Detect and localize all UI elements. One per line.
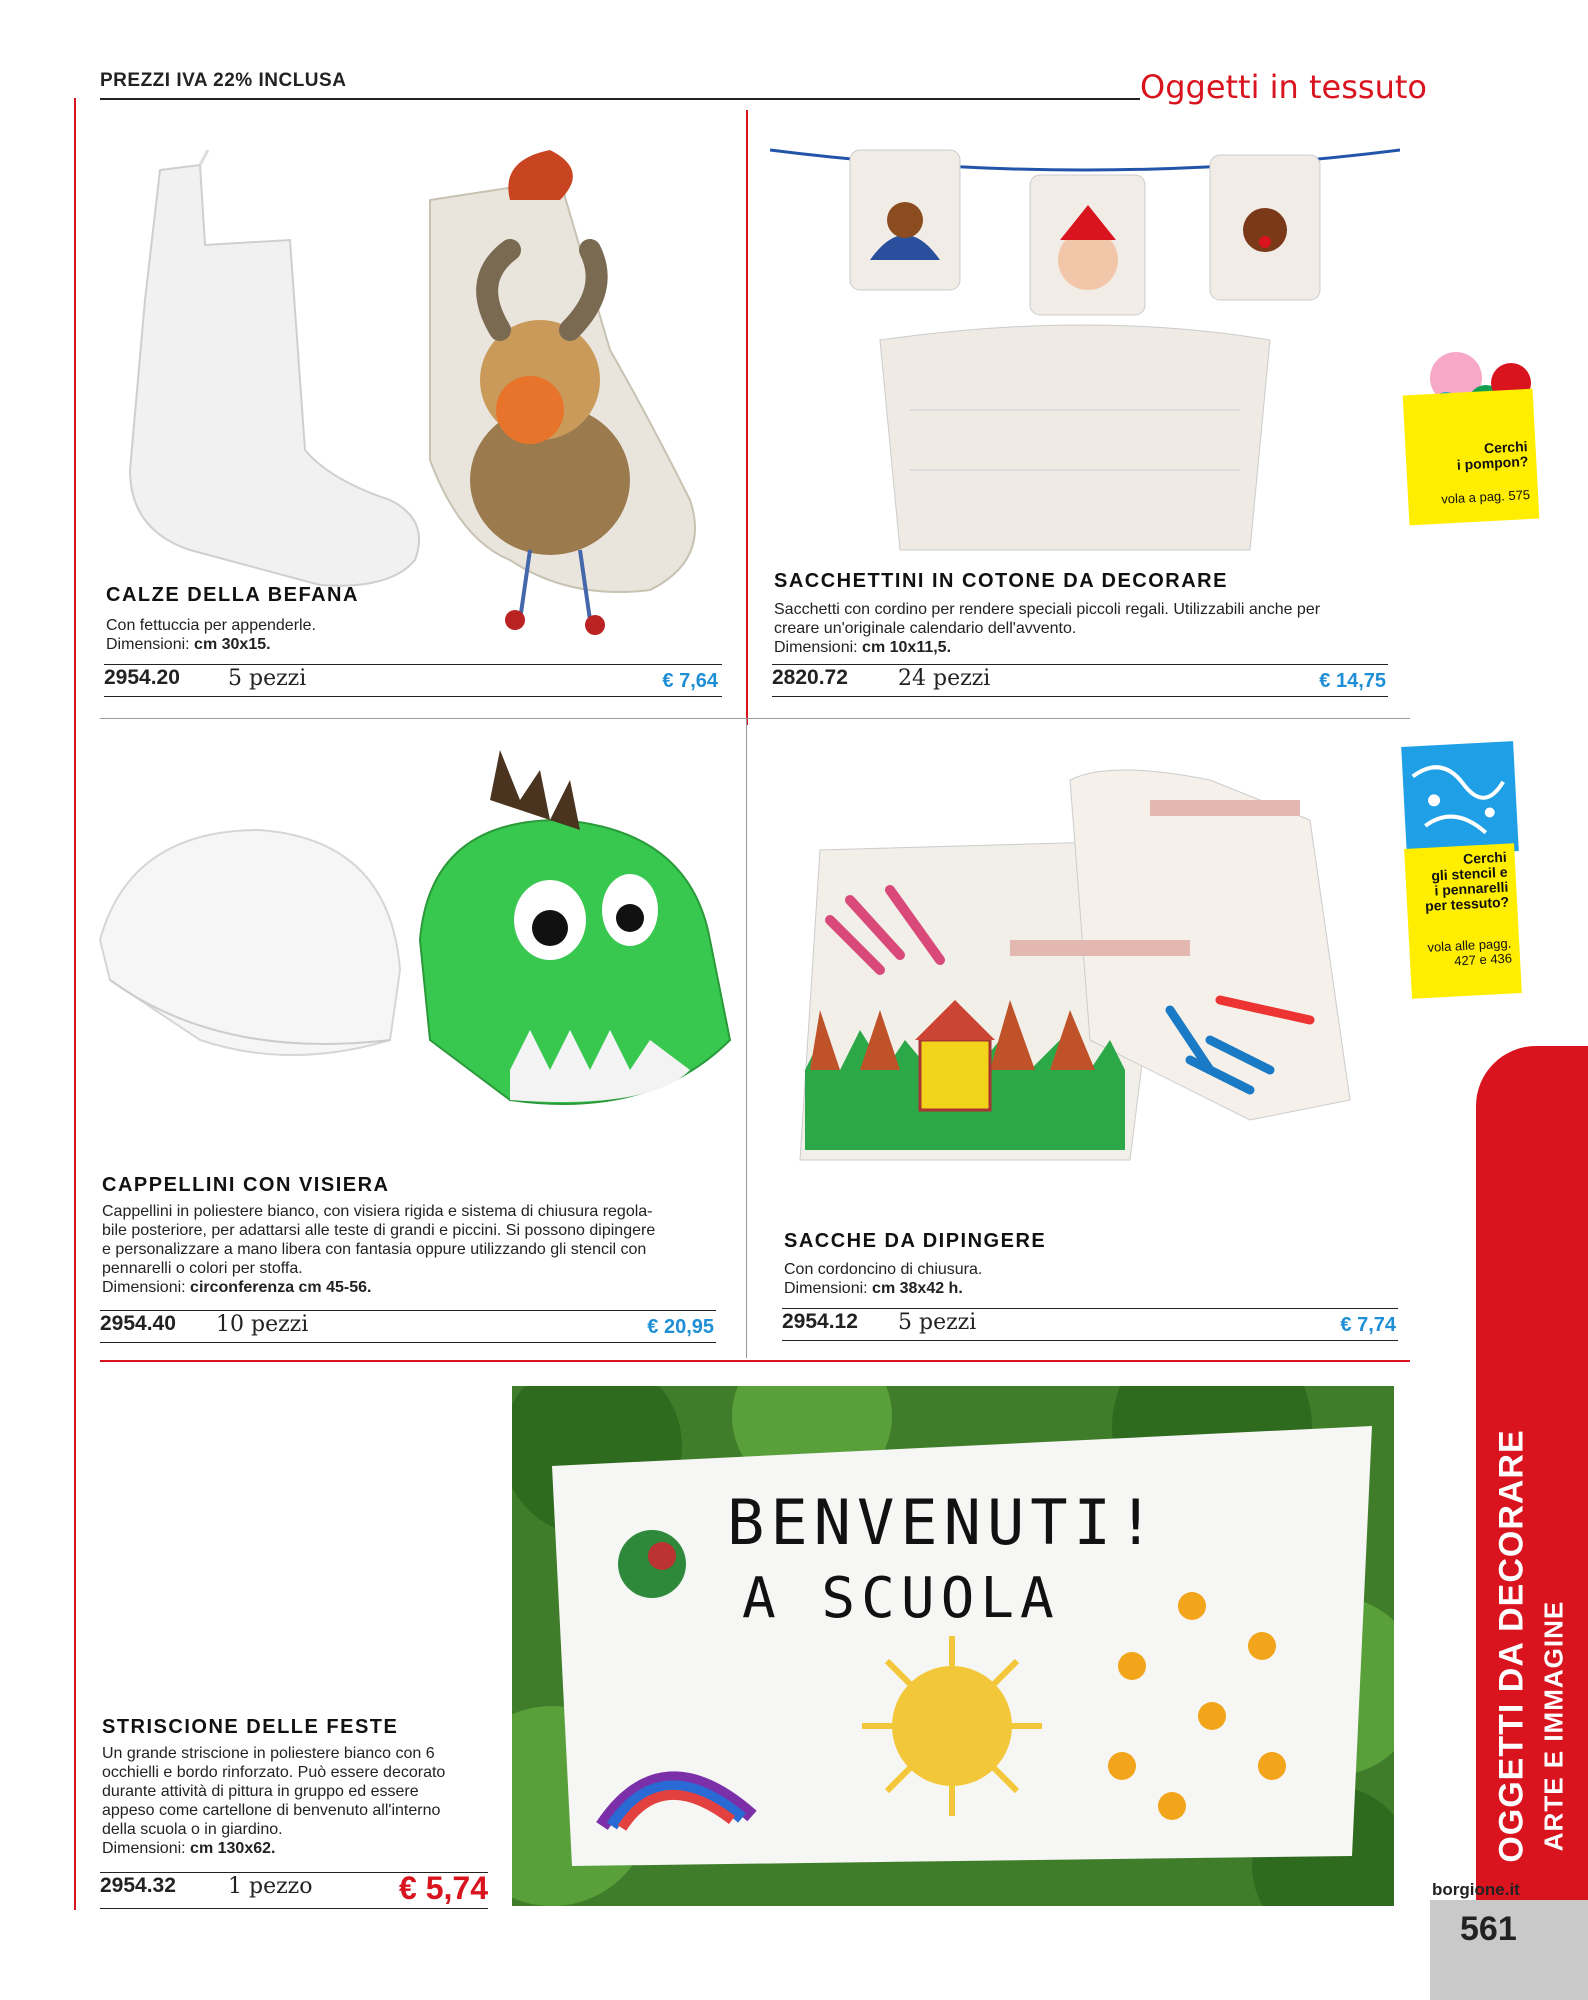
product-price: € 7,74	[1340, 1314, 1396, 1336]
center-gray-divider	[746, 718, 747, 1358]
sticky-note-stencil[interactable]	[1404, 843, 1522, 999]
product-description: Cappellini in poliestere bianco, con visiera rigida e sistema di chiusura regola- bile posteriore, per adattarsi alle teste di grandi e piccini. Si possono dipingere e personalizzare a mano libera con fantasia oppure utilizzando gli stencil con pennarelli o colori per stoffa. Dimensioni: circonferenza cm 45-56.	[102, 1203, 656, 1296]
banner-photo	[512, 1386, 1394, 1906]
sticky-line: Cerchi	[1483, 438, 1528, 457]
sticky-ref: 427 e 436	[1453, 950, 1513, 969]
product-title: STRISCIONE DELLE FESTE	[102, 1716, 399, 1738]
price-rule-bottom	[100, 1908, 488, 1909]
row-gray-divider	[100, 718, 1410, 719]
product-code: 2954.12	[782, 1310, 858, 1333]
product-description: Con cordoncino di chiusura. Dimensioni: cm 38x42 h.	[784, 1261, 983, 1297]
sticky-line: per tessuto?	[1424, 893, 1510, 914]
section-tab-secondary-label: ARTE E IMMAGINE	[1538, 1600, 1569, 1852]
product-price: € 5,74	[399, 1870, 488, 1906]
price-rule-bottom	[100, 1342, 716, 1343]
product-quantity: 1 pezzo	[228, 1874, 313, 1899]
product-title: CALZE DELLA BEFANA	[106, 584, 359, 606]
product-code: 2954.40	[100, 1312, 176, 1335]
product-quantity: 5 pezzi	[228, 666, 307, 691]
painted-bags-image	[790, 740, 1390, 1180]
page-number: 561	[1460, 1910, 1517, 1948]
caps-image	[90, 740, 740, 1140]
price-rule-bottom	[782, 1340, 1398, 1341]
section-tab-primary-label: OGGETTI DA DECORARE	[1492, 1429, 1531, 1863]
sticky-line: gli stencil e	[1430, 863, 1508, 884]
price-rule-top	[782, 1308, 1398, 1309]
vat-note: PREZZI IVA 22% INCLUSA	[100, 70, 347, 91]
pouches-image	[770, 110, 1400, 560]
product-description: Sacchetti con cordino per rendere speciali piccoli regali. Utilizzabili anche per creare un'originale calendario dell'avvento. Dimensioni: cm 10x11,5.	[774, 601, 1321, 656]
sticky-note-pompon[interactable]	[1403, 389, 1540, 526]
sticky-ref: vola a pag. 575	[1440, 486, 1531, 507]
product-description: Con fettuccia per appenderle. Dimensioni: cm 30x15.	[106, 617, 316, 653]
header-rule	[100, 98, 1140, 100]
banner-text-line1: BENVENUTI!	[727, 1486, 1161, 1559]
product-quantity: 24 pezzi	[898, 666, 991, 691]
price-rule-bottom	[772, 696, 1388, 697]
sticky-line: Cerchi	[1462, 848, 1508, 867]
sticky-line: i pompon?	[1456, 453, 1529, 473]
price-rule-top	[772, 664, 1388, 665]
stencil-image	[1401, 741, 1519, 857]
product-code: 2820.72	[772, 666, 848, 689]
product-price: € 20,95	[647, 1316, 714, 1338]
product-quantity: 10 pezzi	[216, 1312, 309, 1337]
price-rule-bottom	[104, 696, 722, 697]
product-price: € 14,75	[1319, 670, 1386, 692]
sticky-line: i pennarelli	[1434, 878, 1509, 899]
product-price: € 7,64	[662, 670, 718, 692]
left-red-border	[74, 98, 76, 1910]
product-title: SACCHETTINI IN COTONE DA DECORARE	[774, 570, 1228, 592]
product-code: 2954.20	[104, 666, 180, 689]
stockings-image	[90, 120, 730, 660]
row-red-divider	[100, 1360, 1410, 1362]
product-description: Un grande striscione in poliestere bianco con 6 occhielli e bordo rinforzato. Può essere decorato durante attività di pittura in gruppo ed essere appeso come cartellone di benvenuto all'interno della scuola o in giardino. Dimensioni: cm 130x62.	[102, 1745, 446, 1857]
sticky-ref: vola alle pagg.	[1427, 935, 1512, 955]
product-code: 2954.32	[100, 1874, 176, 1897]
site-url[interactable]: borgione.it	[1432, 1880, 1520, 1899]
price-rule-top	[100, 1310, 716, 1311]
center-red-divider	[746, 110, 748, 725]
price-rule-top	[104, 664, 722, 665]
product-quantity: 5 pezzi	[898, 1310, 977, 1335]
section-title: Oggetti in tessuto	[1140, 68, 1427, 106]
product-title: CAPPELLINI CON VISIERA	[102, 1174, 390, 1196]
banner-text-line2: A SCUOLA	[742, 1566, 1060, 1631]
product-title: SACCHE DA DIPINGERE	[784, 1230, 1047, 1252]
